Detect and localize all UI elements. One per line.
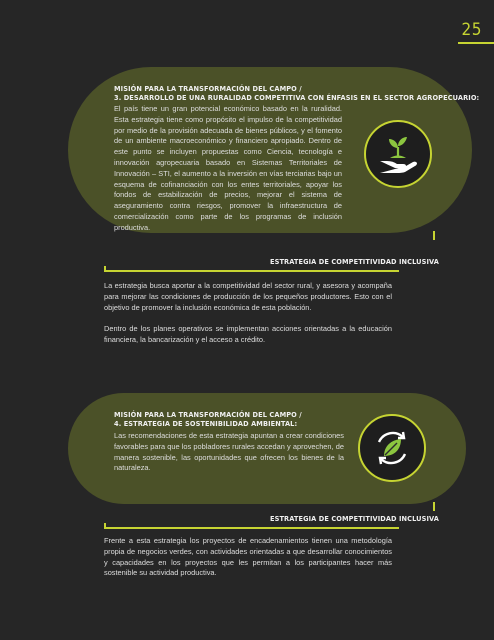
page-number: 25 [461,20,482,40]
section1-lower-paragraph1: La estrategia busca aportar a la competitividad del sector rural, y asesora y acompaña para mejorar las condiciones de producción de los pequeños productores. Esto con el objetivo de promover la inclusión económica de esta población. [104,281,392,312]
section2-separator-tick [104,523,106,529]
section1-lower-paragraph2: Dentro de los planes operativos se implementan acciones orientadas a la educación financiera, la bancarización y el acceso a crédito. [104,324,392,345]
page-number-underline [458,42,494,44]
section1-heading-line1: MISIÓN PARA LA TRANSFORMACIÓN DEL CAMPO / [114,85,302,93]
section1-separator-tick [104,266,106,272]
section2-icon-circle [358,414,426,482]
section2-separator [104,527,399,529]
section1-separator [104,270,399,272]
section1-heading [114,85,480,103]
section2-lower-paragraph1: Frente a esta estrategia los proyectos de encadenamientos tienen una metodología propia de negocios verdes, con actividades orientadas a que desarrollar conocimientos y capacidades en los proyectos que les permitan a los participantes hacer más sostenible su actividad productiva. [104,536,392,578]
section1-lower-text [104,281,392,357]
section1-body: El país tiene un gran potencial económico basado en la ruralidad. Esta estrategia tiene como propósito el impulso de la competitividad por medio de la provisión adecuada de bienes públicos, y el fomento de un ambiente macroeconómico y financiero apropiado. Dentro de este punto se incluyen propuestas como Ciencia, tecnología e innovación agropecuaria basado en Sistemas Territoriales de Innovación – STI, el aumento a la inversión en vías terciarias bajo un esquema de cofinanciación con los entes territoriales, apoyar los fondos de estabilización de precios, mejorar el sistema de aseguramiento contra riesgos, promover la infraestructura de comercialización como parte de los programas de inclusión productiva. [114,104,342,232]
section2-body: Las recomendaciones de esta estrategia apuntan a crear condiciones favorables para que los pobladores rurales accedan y aprovechen, de manera sostenible, las oportunidades que ofrecen los bienes de la naturaleza. [114,431,344,473]
hand-sprout-icon [375,131,421,177]
section1-connector-tick [433,231,435,240]
section2-strategy-label: ESTRATEGIA DE COMPETITIVIDAD INCLUSIVA [270,515,439,523]
section2-heading-line2: 4. ESTRATEGIA DE SOSTENIBILIDAD AMBIENTAL: [114,420,298,428]
section1-icon-circle [364,120,432,188]
section2-lower-text [104,536,392,590]
recycle-leaf-icon [369,425,415,471]
section2-connector-tick [433,502,435,511]
section1-heading-line2: 3. DESARROLLO DE UNA RURALIDAD COMPETITIVA CON ÉNFASIS EN EL SECTOR AGROPECUARIO: [114,94,480,102]
section2-heading-line1: MISIÓN PARA LA TRANSFORMACIÓN DEL CAMPO / [114,411,302,419]
section1-strategy-label: ESTRATEGIA DE COMPETITIVIDAD INCLUSIVA [270,258,439,266]
section2-heading [114,411,354,429]
